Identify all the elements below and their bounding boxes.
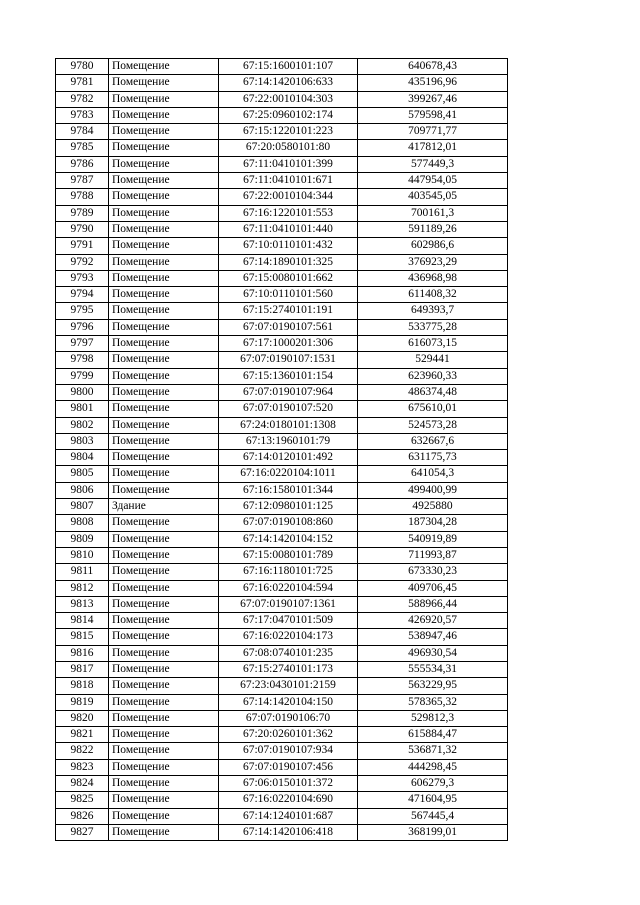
row-number-cell: 9809 (56, 531, 109, 547)
object-type-cell: Помещение (109, 466, 219, 482)
object-type-cell: Помещение (109, 401, 219, 417)
cadastral-value-cell: 399267,46 (358, 91, 508, 107)
table-row (56, 107, 508, 123)
table-row (56, 401, 508, 417)
cadastral-number-cell: 67:22:0010104:344 (219, 189, 358, 205)
row-number-cell: 9825 (56, 792, 109, 808)
cadastral-value-cell: 640678,43 (358, 59, 508, 75)
table-row (56, 91, 508, 107)
cadastral-number-cell: 67:22:0010104:303 (219, 91, 358, 107)
object-type-cell: Помещение (109, 319, 219, 335)
cadastral-number-cell: 67:07:0190107:1361 (219, 596, 358, 612)
cadastral-value-cell: 673330,23 (358, 564, 508, 580)
table-row (56, 661, 508, 677)
cadastral-number-cell: 67:07:0190107:1531 (219, 352, 358, 368)
object-type-cell: Помещение (109, 59, 219, 75)
object-type-cell: Помещение (109, 564, 219, 580)
object-type-cell: Помещение (109, 710, 219, 726)
cadastral-value-cell: 536871,32 (358, 743, 508, 759)
row-number-cell: 9781 (56, 75, 109, 91)
table-row (56, 124, 508, 140)
object-type-cell: Помещение (109, 156, 219, 172)
row-number-cell: 9818 (56, 678, 109, 694)
cadastral-value-cell: 471604,95 (358, 792, 508, 808)
row-number-cell: 9815 (56, 629, 109, 645)
row-number-cell: 9791 (56, 238, 109, 254)
cadastral-number-cell: 67:14:1420106:418 (219, 824, 358, 840)
cadastral-number-cell: 67:24:0180101:1308 (219, 417, 358, 433)
cadastral-value-cell: 623960,33 (358, 368, 508, 384)
cadastral-value-cell: 606279,3 (358, 776, 508, 792)
cadastral-value-cell: 709771,77 (358, 124, 508, 140)
cadastral-number-cell: 67:20:0580101:80 (219, 140, 358, 156)
table-row (56, 678, 508, 694)
table-row (56, 319, 508, 335)
cadastral-value-cell: 632667,6 (358, 433, 508, 449)
object-type-cell: Помещение (109, 270, 219, 286)
cadastral-number-cell: 67:15:0080101:662 (219, 270, 358, 286)
cadastral-value-cell: 529441 (358, 352, 508, 368)
table-row (56, 173, 508, 189)
table-row (56, 384, 508, 400)
row-number-cell: 9810 (56, 547, 109, 563)
cadastral-value-cell: 403545,05 (358, 189, 508, 205)
row-number-cell: 9823 (56, 759, 109, 775)
cadastral-number-cell: 67:15:0080101:789 (219, 547, 358, 563)
cadastral-number-cell: 67:07:0190107:561 (219, 319, 358, 335)
table-row (56, 645, 508, 661)
cadastral-number-cell: 67:07:0190107:520 (219, 401, 358, 417)
object-type-cell: Здание (109, 499, 219, 515)
cadastral-number-cell: 67:16:1580101:344 (219, 482, 358, 498)
table-row (56, 694, 508, 710)
row-number-cell: 9826 (56, 808, 109, 824)
row-number-cell: 9780 (56, 59, 109, 75)
row-number-cell: 9814 (56, 613, 109, 629)
cadastral-number-cell: 67:07:0190107:934 (219, 743, 358, 759)
cadastral-value-cell: 615884,47 (358, 727, 508, 743)
table-row (56, 792, 508, 808)
object-type-cell: Помещение (109, 645, 219, 661)
row-number-cell: 9806 (56, 482, 109, 498)
object-type-cell: Помещение (109, 107, 219, 123)
table-row (56, 808, 508, 824)
table-row (56, 482, 508, 498)
cadastral-value-cell: 577449,3 (358, 156, 508, 172)
cadastral-value-cell: 4925880 (358, 499, 508, 515)
cadastral-value-cell: 540919,89 (358, 531, 508, 547)
row-number-cell: 9803 (56, 433, 109, 449)
object-type-cell: Помещение (109, 776, 219, 792)
object-type-cell: Помещение (109, 808, 219, 824)
table-row (56, 564, 508, 580)
table-row (56, 759, 508, 775)
object-type-cell: Помещение (109, 450, 219, 466)
object-type-cell: Помещение (109, 629, 219, 645)
cadastral-number-cell: 67:07:0190108:860 (219, 515, 358, 531)
cadastral-number-cell: 67:23:0430101:2159 (219, 678, 358, 694)
object-type-cell: Помещение (109, 678, 219, 694)
row-number-cell: 9787 (56, 173, 109, 189)
table-row (56, 629, 508, 645)
table-row (56, 727, 508, 743)
row-number-cell: 9820 (56, 710, 109, 726)
table-row (56, 270, 508, 286)
row-number-cell: 9796 (56, 319, 109, 335)
table-row (56, 547, 508, 563)
object-type-cell: Помещение (109, 661, 219, 677)
row-number-cell: 9800 (56, 384, 109, 400)
object-type-cell: Помещение (109, 727, 219, 743)
cadastral-value-cell: 538947,46 (358, 629, 508, 645)
object-type-cell: Помещение (109, 547, 219, 563)
cadastral-number-cell: 67:16:1180101:725 (219, 564, 358, 580)
property-register-table (55, 58, 508, 841)
row-number-cell: 9797 (56, 336, 109, 352)
table-row (56, 303, 508, 319)
cadastral-value-cell: 486374,48 (358, 384, 508, 400)
row-number-cell: 9811 (56, 564, 109, 580)
row-number-cell: 9824 (56, 776, 109, 792)
table-row (56, 238, 508, 254)
table-row (56, 710, 508, 726)
row-number-cell: 9802 (56, 417, 109, 433)
cadastral-value-cell: 631175,73 (358, 450, 508, 466)
cadastral-number-cell: 67:08:0740101:235 (219, 645, 358, 661)
object-type-cell: Помещение (109, 515, 219, 531)
cadastral-value-cell: 675610,01 (358, 401, 508, 417)
row-number-cell: 9799 (56, 368, 109, 384)
row-number-cell: 9827 (56, 824, 109, 840)
row-number-cell: 9794 (56, 287, 109, 303)
object-type-cell: Помещение (109, 580, 219, 596)
table-row (56, 417, 508, 433)
cadastral-number-cell: 67:11:0410101:399 (219, 156, 358, 172)
row-number-cell: 9821 (56, 727, 109, 743)
cadastral-number-cell: 67:07:0190107:964 (219, 384, 358, 400)
cadastral-value-cell: 641054,3 (358, 466, 508, 482)
row-number-cell: 9795 (56, 303, 109, 319)
row-number-cell: 9801 (56, 401, 109, 417)
cadastral-value-cell: 447954,05 (358, 173, 508, 189)
cadastral-value-cell: 376923,29 (358, 254, 508, 270)
cadastral-number-cell: 67:16:0220104:1011 (219, 466, 358, 482)
cadastral-number-cell: 67:11:0410101:440 (219, 221, 358, 237)
row-number-cell: 9804 (56, 450, 109, 466)
object-type-cell: Помещение (109, 303, 219, 319)
row-number-cell: 9807 (56, 499, 109, 515)
cadastral-value-cell: 611408,32 (358, 287, 508, 303)
object-type-cell: Помещение (109, 613, 219, 629)
cadastral-number-cell: 67:14:1890101:325 (219, 254, 358, 270)
row-number-cell: 9783 (56, 107, 109, 123)
cadastral-number-cell: 67:20:0260101:362 (219, 727, 358, 743)
object-type-cell: Помещение (109, 531, 219, 547)
cadastral-value-cell: 368199,01 (358, 824, 508, 840)
object-type-cell: Помещение (109, 75, 219, 91)
row-number-cell: 9816 (56, 645, 109, 661)
cadastral-value-cell: 563229,95 (358, 678, 508, 694)
cadastral-number-cell: 67:07:0190107:456 (219, 759, 358, 775)
cadastral-number-cell: 67:10:0110101:432 (219, 238, 358, 254)
row-number-cell: 9819 (56, 694, 109, 710)
cadastral-value-cell: 649393,7 (358, 303, 508, 319)
row-number-cell: 9812 (56, 580, 109, 596)
cadastral-number-cell: 67:11:0410101:671 (219, 173, 358, 189)
table-row (56, 205, 508, 221)
object-type-cell: Помещение (109, 596, 219, 612)
cadastral-number-cell: 67:15:2740101:173 (219, 661, 358, 677)
cadastral-number-cell: 67:15:2740101:191 (219, 303, 358, 319)
object-type-cell: Помещение (109, 384, 219, 400)
table-row (56, 221, 508, 237)
table-row (56, 336, 508, 352)
cadastral-number-cell: 67:13:1960101:79 (219, 433, 358, 449)
table-row (56, 433, 508, 449)
cadastral-value-cell: 496930,54 (358, 645, 508, 661)
cadastral-value-cell: 417812,01 (358, 140, 508, 156)
cadastral-number-cell: 67:06:0150101:372 (219, 776, 358, 792)
table-row (56, 824, 508, 840)
cadastral-number-cell: 67:14:0120101:492 (219, 450, 358, 466)
table-row (56, 466, 508, 482)
table-row (56, 531, 508, 547)
row-number-cell: 9805 (56, 466, 109, 482)
table-row (56, 368, 508, 384)
cadastral-number-cell: 67:14:1420104:150 (219, 694, 358, 710)
cadastral-number-cell: 67:07:0190106:70 (219, 710, 358, 726)
cadastral-number-cell: 67:15:1220101:223 (219, 124, 358, 140)
cadastral-number-cell: 67:17:0470101:509 (219, 613, 358, 629)
table-row (56, 613, 508, 629)
object-type-cell: Помещение (109, 254, 219, 270)
row-number-cell: 9808 (56, 515, 109, 531)
cadastral-number-cell: 67:16:0220104:173 (219, 629, 358, 645)
cadastral-number-cell: 67:10:0110101:560 (219, 287, 358, 303)
cadastral-value-cell: 711993,87 (358, 547, 508, 563)
object-type-cell: Помещение (109, 336, 219, 352)
cadastral-number-cell: 67:14:1420104:152 (219, 531, 358, 547)
object-type-cell: Помещение (109, 792, 219, 808)
cadastral-value-cell: 436968,98 (358, 270, 508, 286)
table-row (56, 59, 508, 75)
table-row (56, 287, 508, 303)
table-row (56, 580, 508, 596)
cadastral-value-cell: 426920,57 (358, 613, 508, 629)
cadastral-value-cell: 555534,31 (358, 661, 508, 677)
object-type-cell: Помещение (109, 352, 219, 368)
cadastral-number-cell: 67:14:1420106:633 (219, 75, 358, 91)
table-row (56, 743, 508, 759)
object-type-cell: Помещение (109, 91, 219, 107)
object-type-cell: Помещение (109, 205, 219, 221)
row-number-cell: 9790 (56, 221, 109, 237)
cadastral-number-cell: 67:16:0220104:690 (219, 792, 358, 808)
cadastral-value-cell: 616073,15 (358, 336, 508, 352)
cadastral-value-cell: 579598,41 (358, 107, 508, 123)
cadastral-number-cell: 67:15:1360101:154 (219, 368, 358, 384)
cadastral-value-cell: 602986,6 (358, 238, 508, 254)
cadastral-value-cell: 187304,28 (358, 515, 508, 531)
cadastral-value-cell: 524573,28 (358, 417, 508, 433)
table-row (56, 450, 508, 466)
cadastral-value-cell: 533775,28 (358, 319, 508, 335)
cadastral-value-cell: 435196,96 (358, 75, 508, 91)
cadastral-value-cell: 444298,45 (358, 759, 508, 775)
table-row (56, 254, 508, 270)
table-row (56, 776, 508, 792)
object-type-cell: Помещение (109, 417, 219, 433)
cadastral-value-cell: 591189,26 (358, 221, 508, 237)
cadastral-number-cell: 67:12:0980101:125 (219, 499, 358, 515)
table-row (56, 75, 508, 91)
table-row (56, 515, 508, 531)
cadastral-number-cell: 67:16:0220104:594 (219, 580, 358, 596)
object-type-cell: Помещение (109, 482, 219, 498)
object-type-cell: Помещение (109, 140, 219, 156)
cadastral-value-cell: 529812,3 (358, 710, 508, 726)
table-body (56, 59, 508, 841)
cadastral-value-cell: 409706,45 (358, 580, 508, 596)
row-number-cell: 9792 (56, 254, 109, 270)
object-type-cell: Помещение (109, 368, 219, 384)
row-number-cell: 9822 (56, 743, 109, 759)
table-row (56, 596, 508, 612)
object-type-cell: Помещение (109, 238, 219, 254)
cadastral-value-cell: 567445,4 (358, 808, 508, 824)
row-number-cell: 9784 (56, 124, 109, 140)
object-type-cell: Помещение (109, 124, 219, 140)
row-number-cell: 9817 (56, 661, 109, 677)
row-number-cell: 9789 (56, 205, 109, 221)
row-number-cell: 9798 (56, 352, 109, 368)
table-row (56, 140, 508, 156)
object-type-cell: Помещение (109, 694, 219, 710)
row-number-cell: 9788 (56, 189, 109, 205)
object-type-cell: Помещение (109, 221, 219, 237)
object-type-cell: Помещение (109, 824, 219, 840)
document-page (55, 58, 508, 841)
cadastral-value-cell: 578365,32 (358, 694, 508, 710)
row-number-cell: 9793 (56, 270, 109, 286)
table-row (56, 156, 508, 172)
cadastral-value-cell: 700161,3 (358, 205, 508, 221)
object-type-cell: Помещение (109, 173, 219, 189)
table-row (56, 189, 508, 205)
table-row (56, 499, 508, 515)
cadastral-number-cell: 67:16:1220101:553 (219, 205, 358, 221)
cadastral-value-cell: 499400,99 (358, 482, 508, 498)
row-number-cell: 9786 (56, 156, 109, 172)
table-row (56, 352, 508, 368)
object-type-cell: Помещение (109, 433, 219, 449)
object-type-cell: Помещение (109, 189, 219, 205)
row-number-cell: 9813 (56, 596, 109, 612)
cadastral-number-cell: 67:15:1600101:107 (219, 59, 358, 75)
row-number-cell: 9782 (56, 91, 109, 107)
object-type-cell: Помещение (109, 287, 219, 303)
object-type-cell: Помещение (109, 759, 219, 775)
cadastral-number-cell: 67:25:0960102:174 (219, 107, 358, 123)
row-number-cell: 9785 (56, 140, 109, 156)
object-type-cell: Помещение (109, 743, 219, 759)
cadastral-number-cell: 67:17:1000201:306 (219, 336, 358, 352)
cadastral-number-cell: 67:14:1240101:687 (219, 808, 358, 824)
cadastral-value-cell: 588966,44 (358, 596, 508, 612)
